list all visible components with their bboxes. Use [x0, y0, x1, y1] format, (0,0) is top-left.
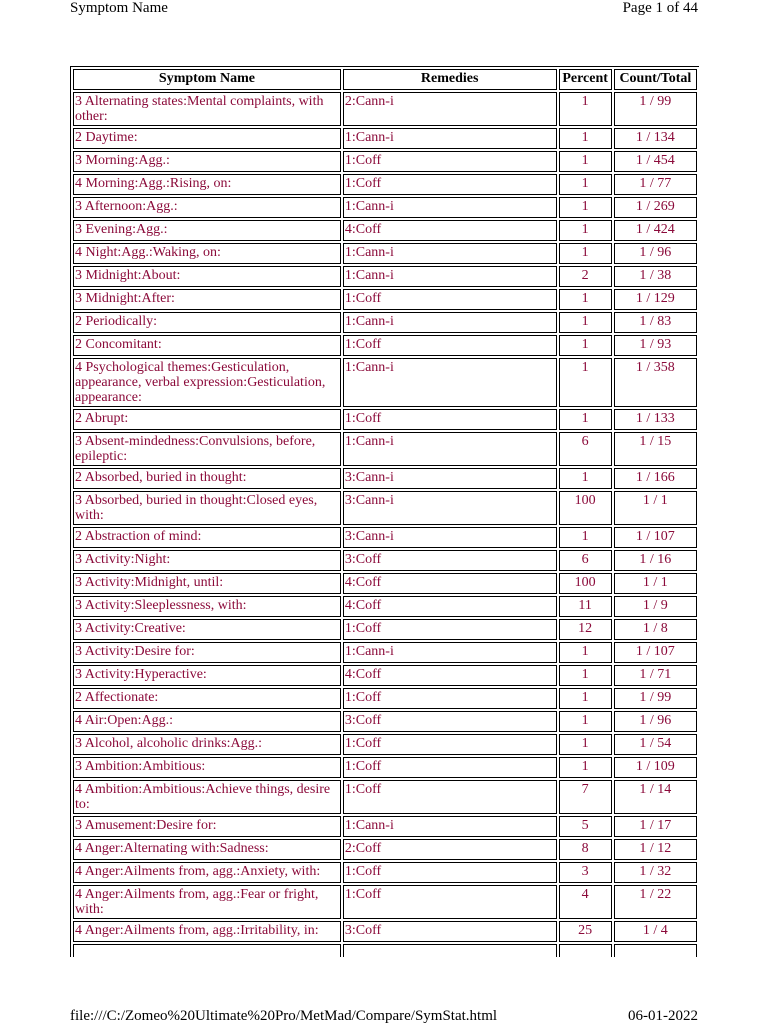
symptom-cell: 2 Concomitant: — [73, 335, 341, 356]
count-cell: 1 / 16 — [614, 550, 697, 571]
count-cell: 1 / 9 — [614, 596, 697, 617]
percent-cell: 1 — [559, 409, 612, 430]
percent-cell: 6 — [559, 432, 612, 466]
symptom-cell: 4 Morning:Agg.:Rising, on: — [73, 174, 341, 195]
symptom-cell: 2 Periodically: — [73, 312, 341, 333]
remedy-cell: 1:Cann-i — [343, 432, 557, 466]
symptom-cell: 3 Morning:Agg.: — [73, 151, 341, 172]
table-row — [73, 335, 697, 356]
count-cell: 1 / 32 — [614, 862, 697, 883]
table-row — [73, 619, 697, 640]
remedy-cell: 1:Cann-i — [343, 816, 557, 837]
remedy-cell: 1:Cann-i — [343, 266, 557, 287]
count-cell: 1 / 166 — [614, 468, 697, 489]
remedy-cell: 3:Cann-i — [343, 468, 557, 489]
table-row — [73, 491, 697, 525]
symptom-table — [71, 67, 699, 957]
count-cell: 1 / 1 — [614, 573, 697, 594]
remedy-cell: 1:Cann-i — [343, 358, 557, 407]
table-row — [73, 839, 697, 860]
remedy-cell: 1:Cann-i — [343, 642, 557, 663]
table-row — [73, 289, 697, 310]
count-cell: 1 / 14 — [614, 780, 697, 814]
table-row — [73, 468, 697, 489]
remedy-cell: 1:Coff — [343, 757, 557, 778]
count-cell: 1 / 99 — [614, 92, 697, 126]
percent-cell: 1 — [559, 711, 612, 732]
remedy-cell: 4:Coff — [343, 596, 557, 617]
percent-cell: 5 — [559, 816, 612, 837]
table-row — [73, 151, 697, 172]
percent-cell: 1 — [559, 642, 612, 663]
remedy-cell: 1:Cann-i — [343, 197, 557, 218]
percent-cell: 1 — [559, 335, 612, 356]
table-row — [73, 573, 697, 594]
remedy-cell: 1:Coff — [343, 885, 557, 919]
remedy-cell: 1:Coff — [343, 734, 557, 755]
count-cell: 1 / 99 — [614, 688, 697, 709]
table-row — [73, 220, 697, 241]
remedy-cell: 3:Coff — [343, 550, 557, 571]
symptom-cell: 2 Absorbed, buried in thought: — [73, 468, 341, 489]
symptom-cell: 2 Daytime: — [73, 128, 341, 149]
table-row — [73, 358, 697, 407]
percent-cell: 7 — [559, 780, 612, 814]
percent-cell: 12 — [559, 619, 612, 640]
symptom-cell: 3 Alternating states:Mental complaints, with other: — [73, 92, 341, 126]
symptom-cell: 3 Absorbed, buried in thought:Closed eyes, with: — [73, 491, 341, 525]
symptom-cell: 3 Evening:Agg.: — [73, 220, 341, 241]
symptom-cell: 3 Activity:Hyperactive: — [73, 665, 341, 686]
percent-cell: 11 — [559, 596, 612, 617]
percent-cell: 1 — [559, 312, 612, 333]
count-cell: 1 / 93 — [614, 335, 697, 356]
count-cell: 1 / 424 — [614, 220, 697, 241]
table-row — [73, 862, 697, 883]
count-cell: 1 / 133 — [614, 409, 697, 430]
remedy-cell: 1:Coff — [343, 862, 557, 883]
percent-cell: 1 — [559, 665, 612, 686]
percent-cell: 1 — [559, 174, 612, 195]
symptom-cell: 3 Midnight:About: — [73, 266, 341, 287]
symptom-cell: 3 Afternoon:Agg.: — [73, 197, 341, 218]
remedy-cell: 1:Coff — [343, 619, 557, 640]
remedy-cell: 4:Coff — [343, 573, 557, 594]
percent-cell: 1 — [559, 243, 612, 264]
print-date: 06-01-2022 — [628, 1008, 698, 1024]
table-row — [73, 944, 697, 957]
remedy-cell: 3:Coff — [343, 921, 557, 942]
percent-cell: 1 — [559, 151, 612, 172]
symptom-cell: 4 Anger:Ailments from, agg.:Fear or fright, with: — [73, 885, 341, 919]
count-cell: 1 / 22 — [614, 885, 697, 919]
count-cell: 1 / 4 — [614, 921, 697, 942]
table-row — [73, 642, 697, 663]
table-row — [73, 757, 697, 778]
symptom-cell: 3 Activity:Night: — [73, 550, 341, 571]
count-cell: 1 / 96 — [614, 243, 697, 264]
count-cell: 1 / 12 — [614, 839, 697, 860]
count-cell: 1 / 38 — [614, 266, 697, 287]
count-cell: 1 / 129 — [614, 289, 697, 310]
symptom-cell: 3 Activity:Desire for: — [73, 642, 341, 663]
table-row — [73, 432, 697, 466]
remedy-cell: 1:Coff — [343, 409, 557, 430]
page-header-title: Symptom Name — [70, 0, 168, 16]
column-header-count: Count/Total — [614, 69, 697, 90]
count-cell: 1 / 15 — [614, 432, 697, 466]
symptom-cell — [73, 944, 341, 957]
table-row — [73, 174, 697, 195]
symptom-cell: 3 Activity:Sleeplessness, with: — [73, 596, 341, 617]
count-cell: 1 / 107 — [614, 642, 697, 663]
count-cell: 1 / 54 — [614, 734, 697, 755]
symptom-cell: 2 Abstraction of mind: — [73, 527, 341, 548]
count-cell: 1 / 134 — [614, 128, 697, 149]
table-row — [73, 550, 697, 571]
count-cell: 1 / 83 — [614, 312, 697, 333]
symptom-cell: 3 Alcohol, alcoholic drinks:Agg.: — [73, 734, 341, 755]
percent-cell: 100 — [559, 573, 612, 594]
table-row — [73, 688, 697, 709]
remedy-cell: 4:Coff — [343, 665, 557, 686]
count-cell: 1 / 96 — [614, 711, 697, 732]
page-number: Page 1 of 44 — [622, 0, 698, 16]
remedy-cell: 3:Cann-i — [343, 491, 557, 525]
count-cell: 1 / 77 — [614, 174, 697, 195]
count-cell: 1 / 71 — [614, 665, 697, 686]
remedy-cell: 1:Cann-i — [343, 243, 557, 264]
percent-cell: 1 — [559, 220, 612, 241]
percent-cell: 1 — [559, 468, 612, 489]
table-row — [73, 665, 697, 686]
percent-cell: 6 — [559, 550, 612, 571]
percent-cell: 1 — [559, 92, 612, 126]
symptom-cell: 2 Abrupt: — [73, 409, 341, 430]
table-row — [73, 734, 697, 755]
count-cell — [614, 944, 697, 957]
percent-cell: 1 — [559, 688, 612, 709]
symptom-cell: 4 Anger:Ailments from, agg.:Irritability, in: — [73, 921, 341, 942]
remedy-cell: 1:Coff — [343, 174, 557, 195]
remedy-cell — [343, 944, 557, 957]
table-row — [73, 312, 697, 333]
percent-cell: 1 — [559, 358, 612, 407]
table-row — [73, 266, 697, 287]
remedy-cell: 1:Coff — [343, 151, 557, 172]
symptom-cell: 3 Absent-mindedness:Convulsions, before, epileptic: — [73, 432, 341, 466]
count-cell: 1 / 107 — [614, 527, 697, 548]
column-header-percent: Percent — [559, 69, 612, 90]
table-row — [73, 197, 697, 218]
percent-cell: 100 — [559, 491, 612, 525]
count-cell: 1 / 8 — [614, 619, 697, 640]
table-row — [73, 527, 697, 548]
table-row — [73, 885, 697, 919]
percent-cell: 1 — [559, 734, 612, 755]
symptom-cell: 2 Affectionate: — [73, 688, 341, 709]
remedy-cell: 1:Coff — [343, 289, 557, 310]
percent-cell: 4 — [559, 885, 612, 919]
percent-cell — [559, 944, 612, 957]
symptom-cell: 4 Anger:Ailments from, agg.:Anxiety, with: — [73, 862, 341, 883]
symptom-cell: 4 Air:Open:Agg.: — [73, 711, 341, 732]
remedy-cell: 2:Coff — [343, 839, 557, 860]
remedy-cell: 1:Coff — [343, 688, 557, 709]
count-cell: 1 / 109 — [614, 757, 697, 778]
symptom-table-container — [70, 66, 699, 957]
table-body — [73, 92, 697, 957]
percent-cell: 25 — [559, 921, 612, 942]
table-row — [73, 409, 697, 430]
symptom-cell: 4 Anger:Alternating with:Sadness: — [73, 839, 341, 860]
symptom-cell: 4 Ambition:Ambitious:Achieve things, desire to: — [73, 780, 341, 814]
table-row — [73, 780, 697, 814]
remedy-cell: 1:Coff — [343, 780, 557, 814]
symptom-cell: 3 Midnight:After: — [73, 289, 341, 310]
symptom-cell: 3 Activity:Creative: — [73, 619, 341, 640]
table-row — [73, 128, 697, 149]
count-cell: 1 / 1 — [614, 491, 697, 525]
remedy-cell: 3:Cann-i — [343, 527, 557, 548]
percent-cell: 3 — [559, 862, 612, 883]
remedy-cell: 1:Cann-i — [343, 312, 557, 333]
percent-cell: 1 — [559, 289, 612, 310]
column-header-symptom: Symptom Name — [73, 69, 341, 90]
count-cell: 1 / 17 — [614, 816, 697, 837]
table-row — [73, 816, 697, 837]
count-cell: 1 / 454 — [614, 151, 697, 172]
percent-cell: 8 — [559, 839, 612, 860]
symptom-cell: 3 Amusement:Desire for: — [73, 816, 341, 837]
count-cell: 1 / 358 — [614, 358, 697, 407]
percent-cell: 1 — [559, 197, 612, 218]
remedy-cell: 1:Cann-i — [343, 128, 557, 149]
table-row — [73, 243, 697, 264]
percent-cell: 1 — [559, 128, 612, 149]
table-row — [73, 711, 697, 732]
table-row — [73, 92, 697, 126]
percent-cell: 2 — [559, 266, 612, 287]
remedy-cell: 1:Coff — [343, 335, 557, 356]
file-path: file:///C:/Zomeo%20Ultimate%20Pro/MetMad/Compare/SymStat.html — [70, 1008, 498, 1024]
percent-cell: 1 — [559, 527, 612, 548]
symptom-cell: 4 Psychological themes:Gesticulation, appearance, verbal expression:Gesticulation, appearance: — [73, 358, 341, 407]
table-row — [73, 921, 697, 942]
remedy-cell: 4:Coff — [343, 220, 557, 241]
symptom-cell: 4 Night:Agg.:Waking, on: — [73, 243, 341, 264]
table-row — [73, 596, 697, 617]
count-cell: 1 / 269 — [614, 197, 697, 218]
symptom-cell: 3 Ambition:Ambitious: — [73, 757, 341, 778]
column-header-remedies: Remedies — [343, 69, 557, 90]
symptom-cell: 3 Activity:Midnight, until: — [73, 573, 341, 594]
percent-cell: 1 — [559, 757, 612, 778]
remedy-cell: 3:Coff — [343, 711, 557, 732]
table-header-row — [73, 69, 697, 90]
remedy-cell: 2:Cann-i — [343, 92, 557, 126]
